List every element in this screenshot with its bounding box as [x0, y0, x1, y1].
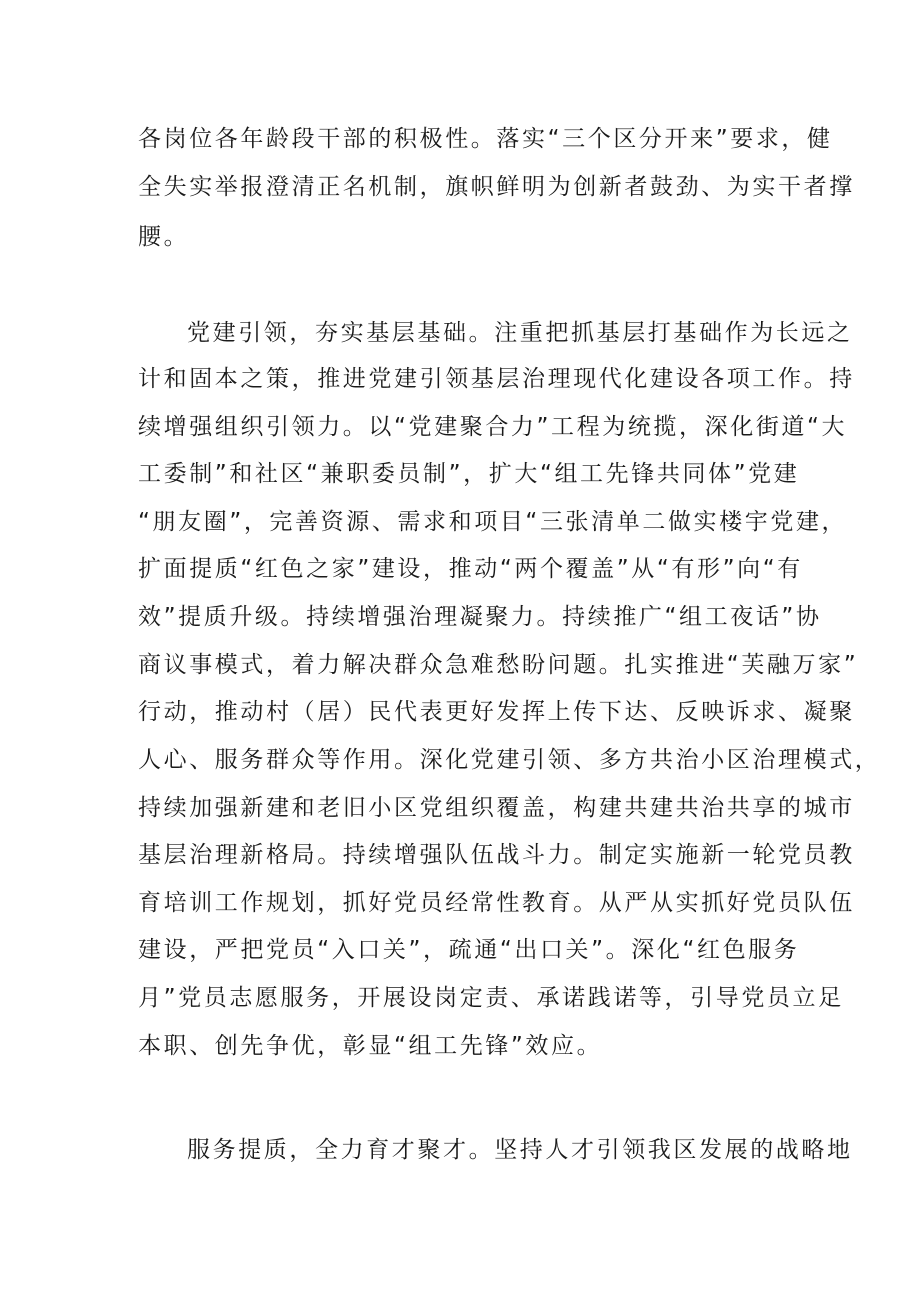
paragraph-line: 工委制”和社区“兼职委员制”，扩大“组工先锋共同体”党建 [138, 461, 800, 487]
paragraph-line: 续增强组织引领力。以“党建聚合力”工程为统揽，深化街道“大 [138, 414, 848, 440]
paragraph-first-line: 服务提质，全力育才聚才。坚持人才引领我区发展的战略地 [187, 1137, 853, 1163]
paragraph-line: 各岗位各年龄段干部的积极性。落实“三个区分开来”要求，健 [138, 126, 833, 152]
paragraph-first-line: 党建引领，夯实基层基础。注重把抓基层打基础作为长远之 [187, 320, 853, 346]
paragraph-line: 腰。 [138, 224, 190, 250]
paragraph-line: 月”党员志愿服务，开展设岗定责、承诺践诺等，引导党员立足 [138, 985, 844, 1011]
paragraph-line: 建设，严把党员“入口关”，疏通“出口关”。深化“红色服务 [138, 937, 800, 963]
paragraph-line: 育培训工作规划，抓好党员经常性教育。从严从实抓好党员队伍 [138, 890, 855, 916]
paragraph-line: 计和固本之策，推进党建引领基层治理现代化建设各项工作。持 [138, 366, 855, 392]
paragraph-line: 效”提质升级。持续增强治理凝聚力。持续推广“组工夜话”协 [138, 604, 822, 630]
paragraph-line: 行动，推动村（居）民代表更好发挥上传下达、反映诉求、凝聚 [138, 699, 855, 725]
paragraph-line: 全失实举报澄清正名机制，旗帜鲜明为创新者鼓劲、为实干者撑 [138, 174, 855, 200]
paragraph-line: 持续加强新建和老旧小区党组织覆盖，构建共建共治共享的城市 [138, 795, 855, 821]
paragraph-line: “朋友圈”，完善资源、需求和项目“三张清单二做实楼宇党建， [138, 509, 848, 535]
paragraph-line: 商议事模式，着力解决群众急难愁盼问题。扎实推进“芙融万家” [138, 652, 859, 678]
paragraph-line: 基层治理新格局。持续增强队伍战斗力。制定实施新一轮党员教 [138, 842, 855, 868]
paragraph-line: 本职、创先争优，彰显“组工先锋”效应。 [138, 1033, 603, 1059]
paragraph-line: 人心、服务群众等作用。深化党建引领、多方共治小区治理模式， [138, 747, 881, 773]
paragraph-line: 扩面提质“红色之家”建设，推动“两个覆盖”从“有形”向“有 [138, 556, 803, 582]
